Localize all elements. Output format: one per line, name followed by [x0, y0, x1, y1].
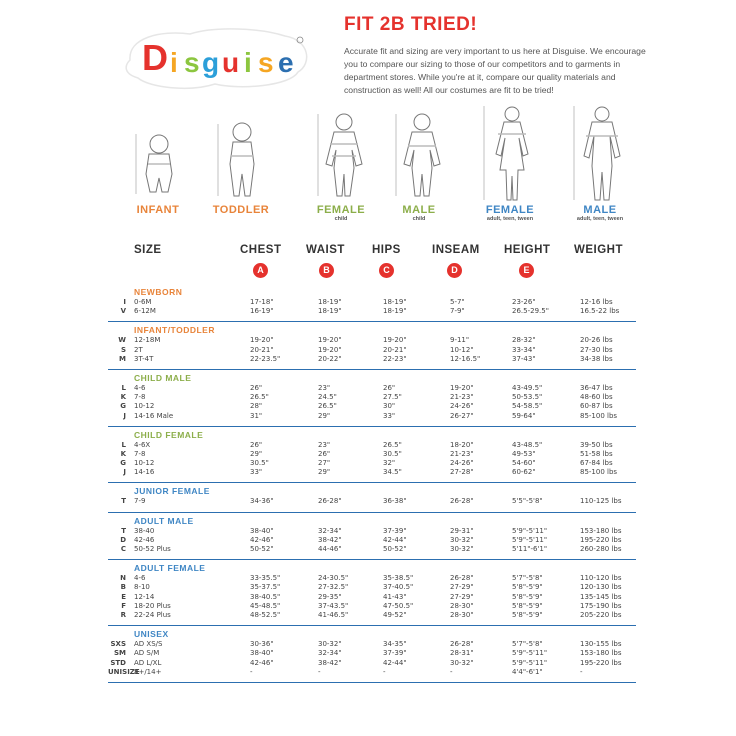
inseam-value: 30-32"	[450, 658, 474, 667]
waist-value: 18-19"	[318, 307, 342, 316]
table-section	[108, 322, 636, 370]
section-title: JUNIOR FEMALE	[134, 486, 210, 497]
size-code: E	[121, 592, 126, 601]
column-header-height: HEIGHT	[504, 244, 551, 256]
section-title: CHILD FEMALE	[134, 429, 204, 440]
weight-value: 195-220 lbs	[580, 535, 622, 544]
height-value: 26.5-29.5"	[512, 307, 549, 316]
table-row	[108, 659, 636, 668]
size-code: UNISIZE	[108, 667, 140, 676]
hips-value: 26.5"	[383, 440, 402, 449]
table-row	[108, 640, 636, 649]
table-row	[108, 497, 636, 506]
weight-value: 205-220 lbs	[580, 610, 622, 619]
size-code: K	[120, 393, 126, 402]
height-value: 5'8"-5'9"	[512, 583, 543, 592]
size-name: 10-12	[134, 402, 155, 411]
chest-value: 33-35.5"	[250, 574, 281, 583]
table-section	[108, 513, 636, 561]
chest-value: 26"	[250, 383, 263, 392]
weight-value: 36-47 lbs	[580, 383, 613, 392]
chest-value: 34-36"	[250, 497, 274, 506]
size-code: SM	[113, 649, 126, 658]
hips-value: 33"	[383, 411, 396, 420]
inseam-value: 27-28"	[450, 468, 474, 477]
weight-value: 153-180 lbs	[580, 526, 622, 535]
size-code: K	[120, 449, 126, 458]
inseam-value: 26-28"	[450, 497, 474, 506]
height-value: 33-34"	[512, 345, 536, 354]
waist-value: 32-34"	[318, 649, 342, 658]
hips-value: 41-43"	[383, 592, 407, 601]
female-child-figure-icon	[314, 104, 370, 199]
inseam-value: 18-20"	[450, 440, 474, 449]
headline: FIT 2B TRIED!	[344, 14, 478, 35]
inseam-value: 12-16.5"	[450, 354, 481, 363]
figure-sublabel-male-adult: adult, teen, tween	[576, 216, 624, 222]
chest-value: 45-48.5"	[250, 601, 281, 610]
waist-value: 29"	[318, 468, 331, 477]
weight-value: 110-120 lbs	[580, 574, 622, 583]
waist-value: 19-20"	[318, 345, 342, 354]
height-value: 5'8"-5'9"	[512, 601, 543, 610]
chest-value: 30-36"	[250, 640, 274, 649]
column-header-size: SIZE	[134, 244, 162, 256]
height-value: 28-32"	[512, 336, 536, 345]
inseam-value: 24-26"	[450, 402, 474, 411]
badge-hips: C	[379, 263, 394, 278]
height-value: 23-26"	[512, 298, 536, 306]
waist-value: 44-46"	[318, 545, 342, 553]
weight-value: 27-30 lbs	[580, 345, 613, 354]
inseam-value: 26-28"	[450, 574, 474, 583]
waist-value: 37-43.5"	[318, 601, 349, 610]
waist-value: 26"	[318, 449, 331, 458]
hips-value: 42-44"	[383, 658, 407, 667]
size-code: R	[120, 610, 126, 619]
table-row	[108, 346, 636, 355]
table-row	[108, 574, 636, 583]
hips-value: 37-40.5"	[383, 583, 414, 592]
waist-value: 27"	[318, 459, 331, 468]
waist-value: 29-35"	[318, 592, 342, 601]
size-code: I	[123, 298, 126, 306]
size-code: L	[121, 440, 126, 449]
height-value: 5'8"-5'9"	[512, 610, 543, 619]
table-section	[108, 483, 636, 512]
waist-value: -	[318, 667, 321, 676]
table-section	[108, 370, 636, 427]
weight-value: 260-280 lbs	[580, 545, 622, 553]
figure-sublabel-female-adult: adult, teen, tween	[486, 216, 534, 222]
height-value: 5'9"-5'11"	[512, 658, 548, 667]
size-name: 7-8	[134, 449, 146, 458]
table-row	[108, 412, 636, 421]
hips-value: 37-39"	[383, 526, 407, 535]
inseam-value: 7-9"	[450, 307, 465, 316]
logo-artwork	[120, 20, 315, 95]
table-row	[108, 298, 636, 307]
logo-letter: i	[244, 47, 252, 78]
inseam-value: 26-28"	[450, 640, 474, 649]
infant-figure-icon	[132, 104, 182, 199]
hips-value: 27.5"	[383, 393, 402, 402]
weight-value: 16.5-22 lbs	[580, 307, 620, 316]
figure-label-infant: INFANT	[136, 204, 180, 216]
weight-value: 60-87 lbs	[580, 402, 613, 411]
hips-value: 35-38.5"	[383, 574, 414, 583]
size-code: V	[120, 307, 126, 316]
section-title: ADULT MALE	[134, 515, 194, 526]
hips-value: 22-23"	[383, 354, 407, 363]
weight-value: 153-180 lbs	[580, 649, 622, 658]
size-code: L	[121, 383, 126, 392]
table-row	[108, 384, 636, 393]
weight-value: 34-38 lbs	[580, 354, 613, 363]
column-header-hips: HIPS	[372, 244, 401, 256]
waist-value: 30-32"	[318, 640, 342, 649]
table-row	[108, 393, 636, 402]
hips-value: 49-52"	[383, 610, 407, 619]
table-row	[108, 602, 636, 611]
table-row	[108, 336, 636, 345]
size-code: N	[120, 574, 126, 583]
waist-value: 32-34"	[318, 526, 342, 535]
figure-label-female-adult: FEMALE	[485, 204, 535, 216]
height-value: 54-60"	[512, 459, 536, 468]
table-row	[108, 307, 636, 316]
inseam-value: 28-31"	[450, 649, 474, 658]
size-code: J	[123, 411, 126, 420]
inseam-value: 10-12"	[450, 345, 474, 354]
logo-letter: e	[278, 47, 294, 78]
inseam-value: 21-23"	[450, 449, 474, 458]
size-name: 10-12	[134, 459, 155, 468]
disguise-logo	[120, 20, 315, 95]
height-value: 4'4"-6'1"	[512, 667, 543, 676]
weight-value: 135-145 lbs	[580, 592, 622, 601]
inseam-value: 5-7"	[450, 298, 465, 306]
chest-value: -	[250, 667, 253, 676]
size-name: AD XS/S	[134, 640, 163, 649]
height-value: 5'7"-5'8"	[512, 640, 543, 649]
hips-value: 34.5"	[383, 468, 402, 477]
logo-letter: u	[222, 47, 240, 78]
table-row	[108, 459, 636, 468]
hips-value: 18-19"	[383, 298, 407, 306]
size-name: 14-16 Male	[134, 411, 174, 420]
weight-value: 51-58 lbs	[580, 449, 613, 458]
table-body	[108, 284, 636, 683]
size-name: 8-10	[134, 583, 150, 592]
size-name: AD L/XL	[134, 658, 162, 667]
chest-value: 31"	[250, 411, 263, 420]
table-row	[108, 649, 636, 658]
hips-value: 20-21"	[383, 345, 407, 354]
height-value: 5'9"-5'11"	[512, 526, 548, 535]
chest-value: 17-18"	[250, 298, 274, 306]
table-row	[108, 468, 636, 477]
height-value: 54-58.5"	[512, 402, 543, 411]
table-header	[108, 244, 636, 284]
waist-value: 23"	[318, 383, 331, 392]
column-header-weight: WEIGHT	[574, 244, 623, 256]
figure-label-male-child: MALE	[402, 204, 436, 216]
waist-value: 24.5"	[318, 393, 337, 402]
weight-value: 12-16 lbs	[580, 298, 613, 306]
inseam-value: 24-26"	[450, 459, 474, 468]
table-row	[108, 593, 636, 602]
inseam-value: -	[450, 667, 453, 676]
chest-value: 42-46"	[250, 658, 274, 667]
height-value: 5'9"-5'11"	[512, 649, 548, 658]
size-name: 12-18M	[134, 336, 161, 345]
height-value: 50-53.5"	[512, 393, 543, 402]
size-name: AD S/M	[134, 649, 160, 658]
hips-value: 32"	[383, 459, 396, 468]
figure-sublabel-male-child: child	[412, 216, 426, 222]
size-name: 8+/14+	[134, 667, 162, 676]
weight-value: 39-50 lbs	[580, 440, 613, 449]
waist-value: 38-42"	[318, 658, 342, 667]
weight-value: 195-220 lbs	[580, 658, 622, 667]
section-title: ADULT FEMALE	[134, 563, 206, 574]
chest-value: 19-20"	[250, 336, 274, 345]
section-title: CHILD MALE	[134, 372, 192, 383]
table-row	[108, 402, 636, 411]
height-value: 43-48.5"	[512, 440, 543, 449]
inseam-value: 30-32"	[450, 535, 474, 544]
hips-value: 26"	[383, 383, 396, 392]
hips-value: 30.5"	[383, 449, 402, 458]
height-value: 60-62"	[512, 468, 536, 477]
height-value: 5'11"-6'1"	[512, 545, 548, 553]
chest-value: 38-40.5"	[250, 592, 281, 601]
badge-waist: B	[319, 263, 334, 278]
size-name: 38-40	[134, 526, 155, 535]
badge-height: E	[519, 263, 534, 278]
size-name: 0-6M	[134, 298, 152, 306]
size-name: 7-9	[134, 497, 146, 506]
height-value: 5'5"-5'8"	[512, 497, 543, 506]
size-name: 22-24 Plus	[134, 610, 171, 619]
figure-sublabel-female-child: child	[334, 216, 348, 222]
body-figures	[118, 104, 638, 224]
hips-value: 50-52"	[383, 545, 407, 553]
height-value: 43-49.5"	[512, 383, 543, 392]
weight-value: -	[580, 667, 583, 676]
chest-value: 28"	[250, 402, 263, 411]
inseam-value: 28-30"	[450, 610, 474, 619]
waist-value: 29"	[318, 411, 331, 420]
table-row	[108, 536, 636, 545]
weight-value: 67-84 lbs	[580, 459, 613, 468]
table-row	[108, 450, 636, 459]
inseam-value: 9-11"	[450, 336, 470, 345]
size-code: G	[120, 402, 126, 411]
table-row	[108, 527, 636, 536]
inseam-value: 19-20"	[450, 383, 474, 392]
hips-value: 30"	[383, 402, 396, 411]
size-name: 4-6	[134, 574, 146, 583]
height-value: 49-53"	[512, 449, 536, 458]
inseam-value: 29-31"	[450, 526, 474, 535]
figure-label-female-child: FEMALE	[316, 204, 366, 216]
size-code: F	[121, 601, 126, 610]
size-code: W	[118, 336, 126, 345]
size-code: SXS	[110, 640, 126, 649]
column-header-waist: WAIST	[306, 244, 345, 256]
waist-value: 38-42"	[318, 535, 342, 544]
size-code: B	[120, 583, 126, 592]
chest-value: 38-40"	[250, 649, 274, 658]
table-row	[108, 611, 636, 620]
size-code: S	[120, 345, 126, 354]
table-row	[108, 668, 636, 677]
size-name: 7-8	[134, 393, 146, 402]
size-code: D	[120, 535, 126, 544]
section-title: INFANT/TODDLER	[134, 325, 215, 336]
logo-letter: g	[202, 47, 220, 78]
size-name: 2T	[134, 345, 143, 354]
inseam-value: 21-23"	[450, 393, 474, 402]
weight-value: 85-100 lbs	[580, 411, 618, 420]
size-code: J	[123, 468, 126, 477]
weight-value: 20-26 lbs	[580, 336, 613, 345]
height-value: 5'8"-5'9"	[512, 592, 543, 601]
inseam-value: 26-27"	[450, 411, 474, 420]
hips-value: 42-44"	[383, 535, 407, 544]
size-name: 3T-4T	[134, 354, 154, 363]
hips-value: -	[383, 667, 386, 676]
size-code: G	[120, 459, 126, 468]
waist-value: 20-22"	[318, 354, 342, 363]
section-title: NEWBORN	[134, 287, 183, 297]
table-section	[108, 560, 636, 626]
size-name: 4-6	[134, 383, 146, 392]
chest-value: 26"	[250, 440, 263, 449]
weight-value: 110-125 lbs	[580, 497, 622, 506]
waist-value: 26-28"	[318, 497, 342, 506]
height-value: 59-64"	[512, 411, 536, 420]
waist-value: 18-19"	[318, 298, 342, 306]
logo-letter: s	[184, 47, 200, 78]
height-value: 5'7"-5'8"	[512, 574, 543, 583]
waist-value: 26.5"	[318, 402, 337, 411]
badge-inseam: D	[447, 263, 462, 278]
size-name: 14-16	[134, 468, 155, 477]
table-row	[108, 583, 636, 592]
height-value: 5'9"-5'11"	[512, 535, 548, 544]
size-name: 50-52 Plus	[134, 545, 171, 553]
badge-chest: A	[253, 263, 268, 278]
table-row	[108, 441, 636, 450]
weight-value: 48-60 lbs	[580, 393, 613, 402]
weight-value: 175-190 lbs	[580, 601, 622, 610]
size-code: STD	[110, 658, 126, 667]
chest-value: 29"	[250, 449, 263, 458]
chest-value: 48-52.5"	[250, 610, 281, 619]
hips-value: 37-39"	[383, 649, 407, 658]
inseam-value: 28-30"	[450, 601, 474, 610]
column-header-inseam: INSEAM	[432, 244, 480, 256]
size-name: 6-12M	[134, 307, 156, 316]
chest-value: 20-21"	[250, 345, 274, 354]
hips-value: 34-35"	[383, 640, 407, 649]
male-child-figure-icon	[392, 104, 448, 199]
weight-value: 120-130 lbs	[580, 583, 622, 592]
size-name: 12-14	[134, 592, 155, 601]
male-adult-figure-icon	[570, 104, 630, 202]
size-name: 42-46	[134, 535, 155, 544]
size-code: T	[121, 497, 126, 506]
logo-letter: s	[258, 47, 274, 78]
hips-value: 18-19"	[383, 307, 407, 316]
table-row	[108, 355, 636, 364]
intro-paragraph: Accurate fit and sizing are very important to us here at Disguise. We encourage you to compare our sizing to those of our competitors and to garments in department stores. While you're at it, compare our quality materials and construction as well! All our costumes are fit to be tried!	[344, 46, 646, 95]
inseam-value: 27-29"	[450, 583, 474, 592]
hips-value: 19-20"	[383, 336, 407, 345]
chest-value: 38-40"	[250, 526, 274, 535]
figure-label-male-adult: MALE	[583, 204, 617, 216]
logo-letter: i	[170, 47, 178, 78]
chest-value: 42-46"	[250, 535, 274, 544]
waist-value: 41-46.5"	[318, 610, 349, 619]
size-name: 18-20 Plus	[134, 601, 171, 610]
size-code: M	[119, 354, 126, 363]
waist-value: 23"	[318, 440, 331, 449]
waist-value: 27-32.5"	[318, 583, 349, 592]
weight-value: 130-155 lbs	[580, 640, 622, 649]
figure-label-toddler: TODDLER	[212, 204, 270, 216]
waist-value: 24-30.5"	[318, 574, 349, 583]
table-row	[108, 545, 636, 554]
table-section	[108, 284, 636, 322]
weight-value: 85-100 lbs	[580, 468, 618, 477]
chest-value: 16-19"	[250, 307, 274, 316]
hips-value: 47-50.5"	[383, 601, 414, 610]
chest-value: 50-52"	[250, 545, 274, 553]
column-header-chest: CHEST	[240, 244, 282, 256]
table-section	[108, 427, 636, 484]
size-code: C	[120, 545, 126, 553]
size-chart-table	[108, 244, 636, 683]
inseam-value: 27-29"	[450, 592, 474, 601]
logo-letter: D	[142, 37, 168, 78]
waist-value: 19-20"	[318, 336, 342, 345]
chest-value: 26.5"	[250, 393, 269, 402]
height-value: 37-43"	[512, 354, 536, 363]
size-code: T	[121, 526, 126, 535]
hips-value: 36-38"	[383, 497, 407, 506]
chest-value: 30.5"	[250, 459, 269, 468]
chest-value: 35-37.5"	[250, 583, 281, 592]
section-title: UNISEX	[134, 629, 169, 640]
size-name: 4-6X	[134, 440, 151, 449]
chest-value: 22-23.5"	[250, 354, 281, 363]
toddler-figure-icon	[214, 104, 264, 199]
inseam-value: 30-32"	[450, 545, 474, 553]
table-section	[108, 626, 636, 683]
chest-value: 33"	[250, 468, 263, 477]
female-adult-figure-icon	[480, 104, 540, 202]
